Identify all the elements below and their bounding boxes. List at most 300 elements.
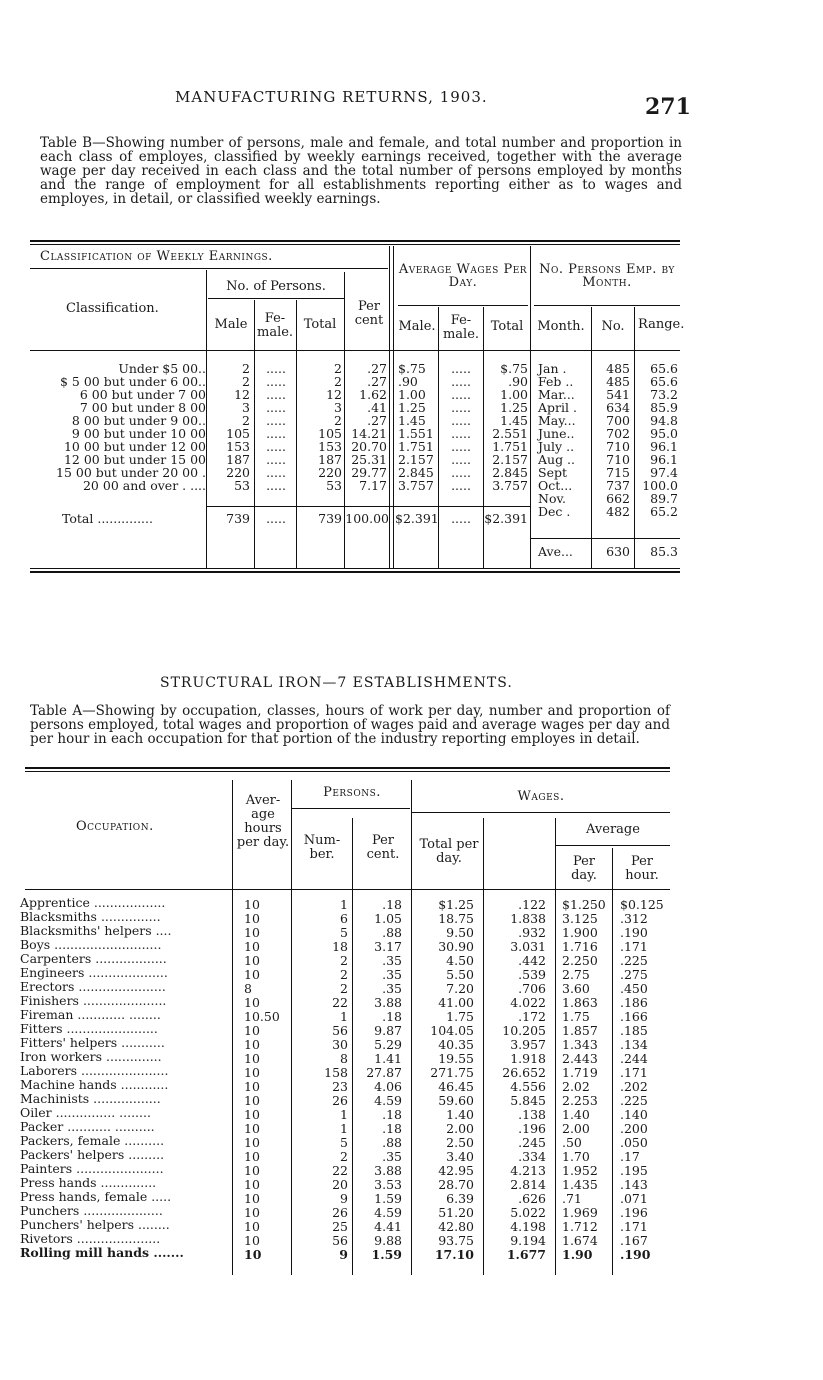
table-b-header-rule bbox=[30, 350, 680, 351]
table-b-avg-total-cell: 1.751 bbox=[492, 439, 528, 454]
table-b-percent-cell: .27 bbox=[367, 374, 387, 389]
table-a-total-wages-cell: 2.50 bbox=[446, 1135, 474, 1150]
table-b-male-cell: 53 bbox=[234, 478, 250, 493]
table-a-hours-cell: 10 bbox=[244, 1023, 260, 1038]
table-a-per-hour-cell: $0.125 bbox=[620, 897, 664, 912]
table-a-persons-pct-cell: 1.41 bbox=[374, 1051, 402, 1066]
table-a-occupation-cell: Erectors ...................... bbox=[20, 979, 166, 994]
table-a-persons-header: Persons. bbox=[323, 785, 381, 800]
table-a-total-wages-cell: 17.10 bbox=[434, 1247, 474, 1262]
table-a-per-day-cell: 1.719 bbox=[562, 1065, 598, 1080]
table-a-persons-pct-cell: .18 bbox=[382, 1121, 402, 1136]
table-a-vline bbox=[291, 780, 292, 1275]
table-a-per-hour-cell: .140 bbox=[620, 1107, 648, 1122]
table-b-month-cell: Oct... bbox=[538, 478, 573, 493]
table-b-avg-female-cell: ..... bbox=[451, 452, 471, 467]
table-a-hours-cell: 10 bbox=[244, 1093, 260, 1108]
table-a-wages-pct-cell: 1.677 bbox=[506, 1247, 546, 1262]
table-a-occupation-cell: Press hands, female ..... bbox=[20, 1189, 172, 1204]
table-a-wages-pct-cell: 4.198 bbox=[510, 1219, 546, 1234]
table-b-avg-male-cell: 1.45 bbox=[398, 413, 426, 428]
table-a-per-day-cell: 2.00 bbox=[562, 1121, 590, 1136]
table-b-classification-header: Classification. bbox=[66, 301, 159, 316]
table-b-month-cell: Sept bbox=[538, 465, 567, 480]
table-a-total-wages-cell: 28.70 bbox=[438, 1177, 474, 1192]
table-b-caption-text: Table B—Showing number of persons, male and female, and total number and proportion in each class of employes, classified by weekly earnings received, together with the average wage per day received in each class and the total number of persons employed by months and the range of employment for all establishments reporting either as to wages and employes, in detail, or classified weekly earnings. bbox=[40, 135, 682, 207]
table-a-per-hour-cell: .225 bbox=[620, 1093, 648, 1108]
table-b-bottom-rule bbox=[30, 568, 680, 569]
table-b-persons-emp-header: No. Persons Emp. by Month. bbox=[539, 262, 675, 290]
table-a-wages-pct-cell: 3.031 bbox=[510, 939, 546, 954]
table-b-vline bbox=[296, 300, 297, 568]
table-a-top-rule-inner bbox=[25, 771, 670, 772]
table-a-number-cell: 2 bbox=[340, 953, 348, 968]
table-b-classification-cell: 12 00 but under 15 00 bbox=[63, 452, 206, 467]
table-b-month-range-cell: 97.4 bbox=[650, 465, 678, 480]
table-a-hours-cell: 10 bbox=[244, 1079, 260, 1094]
table-b-male-cell: 2 bbox=[242, 361, 250, 376]
table-b-female-cell: ..... bbox=[266, 400, 286, 415]
table-a-wages-pct-cell: .539 bbox=[518, 967, 546, 982]
table-a-total-wages-cell: 271.75 bbox=[430, 1065, 474, 1080]
table-a-persons-pct-cell: .35 bbox=[382, 1149, 402, 1164]
table-a-per-day-cell: 2.443 bbox=[562, 1051, 598, 1066]
table-b-classification-cell: 10 00 but under 12 00 bbox=[63, 439, 206, 454]
table-a-vline bbox=[612, 848, 613, 1275]
table-b-female-cell: ..... bbox=[266, 439, 286, 454]
table-a-number-cell: 56 bbox=[332, 1023, 348, 1038]
table-b-female-cell: ..... bbox=[266, 413, 286, 428]
table-a-hours-cell: 10 bbox=[244, 897, 260, 912]
table-a-per-day-cell: .50 bbox=[562, 1135, 582, 1150]
table-b-avg-male-cell: 1.751 bbox=[398, 439, 434, 454]
table-b-month-no-cell: 700 bbox=[606, 413, 630, 428]
table-a-per-day-cell: 2.75 bbox=[562, 967, 590, 982]
table-a-top-rule bbox=[25, 767, 670, 769]
table-a-wages-pct-cell: 5.845 bbox=[510, 1093, 546, 1108]
table-a-wages-pct-cell: 26.652 bbox=[502, 1065, 546, 1080]
table-a-per-hour-column bbox=[620, 898, 670, 1262]
table-a-total-wages-column bbox=[412, 898, 474, 1262]
table-b-female-cell: ..... bbox=[266, 361, 286, 376]
table-b-male-cell: 12 bbox=[234, 387, 250, 402]
table-b-vline bbox=[530, 246, 531, 568]
table-a-per-hour-cell: .143 bbox=[620, 1177, 648, 1192]
table-b-bottom-rule-outer bbox=[30, 571, 680, 573]
table-b-month-range-cell: 85.9 bbox=[650, 400, 678, 415]
table-b-no-header: No. bbox=[601, 319, 625, 334]
table-a-hours-cell: 10 bbox=[244, 1135, 260, 1150]
table-b-avg-female-header: Fe-male. bbox=[442, 313, 480, 342]
table-a-per-hour-cell: .275 bbox=[620, 967, 648, 982]
table-a-per-day-cell: 3.60 bbox=[562, 981, 590, 996]
table-a-total-wages-cell: 42.95 bbox=[438, 1163, 474, 1178]
table-a-per-day-cell: 2.02 bbox=[562, 1079, 590, 1094]
table-b-no-persons-header: No. of Persons. bbox=[226, 279, 326, 294]
table-a-number-cell: 1 bbox=[340, 897, 348, 912]
table-a-number-cell: 18 bbox=[332, 939, 348, 954]
table-a-persons-pct-cell: 9.88 bbox=[374, 1233, 402, 1248]
table-b-percent-column bbox=[345, 362, 387, 492]
table-b-avg-wages-header: Average Wages Per Day. bbox=[398, 262, 528, 290]
table-b-total-avg-female: ..... bbox=[451, 511, 471, 526]
table-b-female-cell: ..... bbox=[266, 387, 286, 402]
table-a-occupation-cell: Press hands .............. bbox=[20, 1175, 157, 1190]
table-b-vline bbox=[254, 300, 255, 568]
table-a-header-rule bbox=[25, 889, 670, 890]
table-b-female-cell: ..... bbox=[266, 465, 286, 480]
table-b-avg-total-cell: $.75 bbox=[500, 361, 528, 376]
table-a-hours-cell: 10 bbox=[244, 1177, 260, 1192]
page-number: 271 bbox=[645, 94, 691, 120]
table-b-month-no-cell: 737 bbox=[606, 478, 630, 493]
table-a-occupation-cell: Oiler ............... ........ bbox=[20, 1105, 151, 1120]
table-a-total-wages-cell: 59.60 bbox=[438, 1093, 474, 1108]
table-b-total-label: Total .............. bbox=[62, 511, 153, 526]
table-b-total-cell: 2 bbox=[334, 413, 342, 428]
table-a-per-day-cell: 1.70 bbox=[562, 1149, 590, 1164]
table-b-total-cell: 3 bbox=[334, 400, 342, 415]
table-a-per-day-cell: 1.969 bbox=[562, 1205, 598, 1220]
table-b-avg-female-cell: ..... bbox=[451, 361, 471, 376]
table-a-occupation-cell: Fitters ....................... bbox=[20, 1021, 158, 1036]
table-a-per-hour-cell: .071 bbox=[620, 1191, 648, 1206]
table-a-occupation-cell: Punchers .................... bbox=[20, 1203, 163, 1218]
table-a-number-cell: 5 bbox=[340, 1135, 348, 1150]
table-b-total-rule bbox=[206, 506, 530, 507]
table-b-month-header: Month. bbox=[537, 319, 585, 334]
table-b-male-cell: 153 bbox=[226, 439, 250, 454]
table-b-classification-cell: 6 00 but under 7 00 bbox=[79, 387, 206, 402]
table-a-occupation-cell: Blacksmiths' helpers .... bbox=[20, 923, 172, 938]
table-a-occupation-cell: Laborers ...................... bbox=[20, 1063, 169, 1078]
table-b-month-cell: April . bbox=[538, 400, 577, 415]
table-b-total-cell: 105 bbox=[318, 426, 342, 441]
table-b-month-cell: Feb .. bbox=[538, 374, 574, 389]
table-a-average-header: Average bbox=[586, 822, 640, 837]
table-b-percent-cell: 20.70 bbox=[351, 439, 387, 454]
table-a-total-wages-cell: 104.05 bbox=[430, 1023, 474, 1038]
table-b-vline bbox=[438, 307, 439, 568]
table-a-vline bbox=[232, 780, 233, 1275]
table-a-caption bbox=[30, 704, 670, 746]
table-a-per-hour-cell: .244 bbox=[620, 1051, 648, 1066]
table-b-female-cell: ..... bbox=[266, 426, 286, 441]
table-b-month-cell: May... bbox=[538, 413, 576, 428]
table-a-total-wages-cell: 6.39 bbox=[446, 1191, 474, 1206]
table-b-female-cell: ..... bbox=[266, 478, 286, 493]
table-a-hline bbox=[412, 812, 670, 813]
table-b-percent-header: Per cent bbox=[354, 299, 384, 328]
table-a-per-day-cell: 1.674 bbox=[562, 1233, 598, 1248]
table-a-occupation-cell: Apprentice .................. bbox=[20, 895, 166, 910]
table-a-occupation-cell: Boys ........................... bbox=[20, 937, 162, 952]
table-a-number-column bbox=[294, 898, 348, 1262]
table-a-number-cell: 1 bbox=[340, 1121, 348, 1136]
table-a-persons-pct-cell: .18 bbox=[382, 1107, 402, 1122]
table-b-total-total: 739 bbox=[318, 511, 342, 526]
table-b-avg-male-cell: 2.845 bbox=[398, 465, 434, 480]
table-a-per-hour-cell: .190 bbox=[620, 1247, 651, 1262]
table-b-classification-cell: $ 5 00 but under 6 00.. bbox=[59, 374, 206, 389]
table-b-month-range-cell: 89.7 bbox=[650, 491, 678, 506]
table-a-persons-pct-cell: .88 bbox=[382, 925, 402, 940]
section-title: STRUCTURAL IRON—7 ESTABLISHMENTS. bbox=[160, 675, 513, 691]
table-a-persons-pct-cell: 3.53 bbox=[374, 1177, 402, 1192]
table-a-number-cell: 22 bbox=[332, 1163, 348, 1178]
table-a-hline bbox=[556, 845, 670, 846]
table-a-avg-hours-header: Aver-age hours per day. bbox=[236, 793, 290, 850]
table-a-occupation-cell: Blacksmiths ............... bbox=[20, 909, 161, 924]
table-a-occupation-cell: Packer ........... .......... bbox=[20, 1119, 155, 1134]
table-b-month-no-cell: 541 bbox=[606, 387, 630, 402]
table-a-hours-cell: 10 bbox=[244, 1191, 260, 1206]
table-a-hours-cell: 10 bbox=[244, 1051, 260, 1066]
table-a-caption-text: Table A—Showing by occupation, classes, hours of work per day, number and proportion of persons employed, total wages and proportion of wages paid and average wages per day and per hour in each occupation for that portion of the industry reporting employes in detail. bbox=[30, 703, 670, 747]
table-b-avg-male-cell: .90 bbox=[398, 374, 418, 389]
table-a-wages-pct-cell: 1.838 bbox=[510, 911, 546, 926]
table-b-avg-female-cell: ..... bbox=[451, 478, 471, 493]
table-a-wages-pct-cell: .932 bbox=[518, 925, 546, 940]
table-b-avg-female-cell: ..... bbox=[451, 439, 471, 454]
table-b-month-no-cell: 482 bbox=[606, 504, 630, 519]
table-a-wages-pct-cell: 2.814 bbox=[510, 1177, 546, 1192]
table-a-number-cell: 23 bbox=[332, 1079, 348, 1094]
table-b-avg-total-cell: 2.551 bbox=[492, 426, 528, 441]
table-a-occupation-header bbox=[76, 820, 154, 834]
table-b-avg-total-column bbox=[484, 362, 528, 492]
table-a-per-day-cell: 2.253 bbox=[562, 1093, 598, 1108]
table-b-month-range-cell: 73.2 bbox=[650, 387, 678, 402]
table-a-wages-pct-cell: .172 bbox=[518, 1009, 546, 1024]
table-b-avg-female-cell: ..... bbox=[451, 387, 471, 402]
table-a-total-wages-cell: 18.75 bbox=[438, 911, 474, 926]
table-a-hours-cell: 10 bbox=[244, 1219, 260, 1234]
table-a-per-hour-cell: .450 bbox=[620, 981, 648, 996]
table-a-number-cell: 8 bbox=[340, 1051, 348, 1066]
table-b-month-range-column bbox=[636, 362, 678, 518]
table-b-month-no-cell: 702 bbox=[606, 426, 630, 441]
table-a-hours-cell: 10 bbox=[244, 953, 260, 968]
table-a-hours-cell: 10 bbox=[244, 1247, 262, 1262]
table-a-per-day-cell: 1.952 bbox=[562, 1163, 598, 1178]
table-a-occupation-column bbox=[20, 896, 230, 1260]
table-a-hours-column bbox=[244, 898, 288, 1262]
table-b-vline bbox=[389, 246, 390, 568]
table-a-total-wages-cell: 4.50 bbox=[446, 953, 474, 968]
table-b-total-cell: 12 bbox=[326, 387, 342, 402]
table-a-number-cell: 5 bbox=[340, 925, 348, 940]
table-b-classification-cell: Under $5 00.. bbox=[118, 361, 206, 376]
table-a-per-hour-cell: .196 bbox=[620, 1205, 648, 1220]
table-a-persons-pct-cell: 1.05 bbox=[374, 911, 402, 926]
table-b-avg-total-cell: 1.45 bbox=[500, 413, 528, 428]
table-b-avg-female-cell: ..... bbox=[451, 413, 471, 428]
table-a-occupation-cell: Painters ...................... bbox=[20, 1161, 164, 1176]
table-a-per-day-cell: 1.712 bbox=[562, 1219, 598, 1234]
table-b-male-cell: 187 bbox=[226, 452, 250, 467]
table-a-persons-pct-cell: 3.88 bbox=[374, 995, 402, 1010]
table-a-number-cell: 25 bbox=[332, 1219, 348, 1234]
table-a-per-hour-cell: .225 bbox=[620, 953, 648, 968]
table-a-hours-cell: 10.50 bbox=[244, 1009, 280, 1024]
table-a-per-hour-cell: .17 bbox=[620, 1149, 640, 1164]
table-b-avg-total-cell: 2.845 bbox=[492, 465, 528, 480]
table-b-group-classification: Classification of Weekly Earnings. bbox=[40, 249, 273, 264]
table-a-per-hour-cell: .186 bbox=[620, 995, 648, 1010]
table-a-wages-pct-cell: 9.194 bbox=[510, 1233, 546, 1248]
table-a-number-cell: 1 bbox=[340, 1107, 348, 1122]
table-b-hline bbox=[208, 298, 344, 299]
table-a-per-day-cell: 2.250 bbox=[562, 953, 598, 968]
table-b-classification-column bbox=[24, 362, 206, 492]
table-a-total-wages-cell: 7.20 bbox=[446, 981, 474, 996]
table-a-per-day-cell: 1.863 bbox=[562, 995, 598, 1010]
table-a-number-cell: 9 bbox=[340, 1191, 348, 1206]
table-a-per-hour-cell: .195 bbox=[620, 1163, 648, 1178]
table-a-wages-pct-cell: 4.022 bbox=[510, 995, 546, 1010]
table-a-wages-pct-cell: .334 bbox=[518, 1149, 546, 1164]
table-a-wages-pct-cell: 10.205 bbox=[502, 1023, 546, 1038]
table-b-total-cell: 2 bbox=[334, 374, 342, 389]
table-b-avg-male-cell: 2.157 bbox=[398, 452, 434, 467]
table-b-male-header: Male bbox=[214, 317, 248, 332]
table-a-persons-pct-cell: 5.29 bbox=[374, 1037, 402, 1052]
table-b-month-cell: June.. bbox=[538, 426, 575, 441]
table-b-avg-male-cell: $.75 bbox=[398, 361, 426, 376]
table-a-hours-cell: 10 bbox=[244, 1233, 260, 1248]
table-b-month-no-cell: 710 bbox=[606, 452, 630, 467]
table-b-month-range-cell: 96.1 bbox=[650, 439, 678, 454]
table-a-per-day-cell: 1.75 bbox=[562, 1009, 590, 1024]
table-a-wages-pct-cell: .138 bbox=[518, 1107, 546, 1122]
table-b-classification-cell: 20 00 and over . .... bbox=[82, 478, 206, 493]
table-a-wages-pct-column bbox=[484, 898, 546, 1262]
table-a-wages-pct-cell: 4.556 bbox=[510, 1079, 546, 1094]
table-a-per-day-cell: 1.40 bbox=[562, 1107, 590, 1122]
table-a-number-cell: 6 bbox=[340, 911, 348, 926]
table-a-persons-pct-cell: .18 bbox=[382, 897, 402, 912]
table-a-wages-pct-cell: 5.022 bbox=[510, 1205, 546, 1220]
table-a-total-wages-cell: 41.00 bbox=[438, 995, 474, 1010]
table-b-top-rule-inner bbox=[30, 244, 680, 245]
table-b-average-rule bbox=[530, 538, 680, 539]
table-a-wages-header: Wages. bbox=[517, 789, 565, 804]
table-a-hours-cell: 10 bbox=[244, 967, 260, 982]
table-b-avg-female-cell: ..... bbox=[451, 400, 471, 415]
table-a-per-hour-cell: .166 bbox=[620, 1009, 648, 1024]
table-b-total-avg-male: $2.391 bbox=[395, 511, 439, 526]
table-a-wages-pct-cell: 4.213 bbox=[510, 1163, 546, 1178]
table-a-wages-pct-cell: .626 bbox=[518, 1191, 546, 1206]
table-b-month-range-cell: 65.6 bbox=[650, 374, 678, 389]
table-a-wages-pct-cell: 3.957 bbox=[510, 1037, 546, 1052]
table-a-persons-pct-cell: 3.88 bbox=[374, 1163, 402, 1178]
table-a-per-day-cell: 1.435 bbox=[562, 1177, 598, 1192]
table-a-occupation-cell: Rolling mill hands ....... bbox=[20, 1245, 184, 1260]
table-b-total-column bbox=[298, 362, 342, 492]
table-a-number-cell: 158 bbox=[324, 1065, 348, 1080]
table-b-percent-cell: 14.21 bbox=[351, 426, 387, 441]
table-a-number-cell: 26 bbox=[332, 1205, 348, 1220]
table-b-month-no-cell: 485 bbox=[606, 374, 630, 389]
table-b-total-percent: 100.00 bbox=[345, 511, 389, 526]
table-a-occupation-cell: Engineers .................... bbox=[20, 965, 168, 980]
table-b-month-no-cell: 662 bbox=[606, 491, 630, 506]
table-b-caption bbox=[40, 136, 682, 206]
table-a-hours-cell: 10 bbox=[244, 1065, 260, 1080]
table-b-month-range-cell: 95.0 bbox=[650, 426, 678, 441]
table-b-month-cell: Dec . bbox=[538, 504, 571, 519]
table-a-hours-cell: 10 bbox=[244, 1121, 260, 1136]
table-a-persons-pct-cell: .35 bbox=[382, 967, 402, 982]
table-b-hline bbox=[398, 305, 528, 306]
table-b-month-no-cell: 485 bbox=[606, 361, 630, 376]
table-b-average-label: Ave... bbox=[538, 544, 573, 559]
table-a-hours-cell: 10 bbox=[244, 911, 260, 926]
table-a-total-wages-cell: $1.25 bbox=[438, 897, 474, 912]
table-b-classification-cell: 8 00 but under 9 00.. bbox=[71, 413, 206, 428]
table-b-month-no-cell: 634 bbox=[606, 400, 630, 415]
table-a-per-day-cell: .71 bbox=[562, 1191, 582, 1206]
table-a-total-wages-cell: 51.20 bbox=[438, 1205, 474, 1220]
table-b-avg-total-cell: 2.157 bbox=[492, 452, 528, 467]
table-a-persons-pct-cell: .35 bbox=[382, 981, 402, 996]
table-b-total-cell: 220 bbox=[318, 465, 342, 480]
table-b-female-cell: ..... bbox=[266, 452, 286, 467]
table-a-wages-pct-cell: .122 bbox=[518, 897, 546, 912]
table-a-hours-cell: 10 bbox=[244, 1163, 260, 1178]
table-a-per-day-cell: $1.250 bbox=[562, 897, 606, 912]
table-b-classification-cell: 7 00 but under 8 00 bbox=[79, 400, 206, 415]
table-a-vline bbox=[352, 818, 353, 1275]
table-b-range-header: Range. bbox=[638, 317, 685, 332]
table-b-vline bbox=[634, 307, 635, 568]
table-b-total-avg-total: $2.391 bbox=[484, 511, 528, 526]
table-a-occupation-cell: Punchers' helpers ........ bbox=[20, 1217, 170, 1232]
table-b-female-header: Fe-male. bbox=[257, 311, 294, 340]
table-a-number-cell: 20 bbox=[332, 1177, 348, 1192]
table-a-persons-pct-cell: 1.59 bbox=[371, 1247, 402, 1262]
table-b-total-cell: 53 bbox=[326, 478, 342, 493]
table-b-male-column bbox=[208, 362, 250, 492]
table-a-wages-pct-cell: .196 bbox=[518, 1121, 546, 1136]
table-b-month-no-cell: 715 bbox=[606, 465, 630, 480]
table-a-hours-cell: 10 bbox=[244, 925, 260, 940]
table-a-per-day-column bbox=[562, 898, 612, 1262]
table-b-month-no-column bbox=[594, 362, 630, 518]
table-a-occupation-cell: Machine hands ............ bbox=[20, 1077, 169, 1092]
table-b-percent-cell: 25.31 bbox=[351, 452, 387, 467]
table-a-total-wages-cell: 42.80 bbox=[438, 1219, 474, 1234]
table-b-avg-female-cell: ..... bbox=[451, 465, 471, 480]
table-a-per-day-header: Per day. bbox=[571, 854, 597, 883]
table-b-vline bbox=[393, 246, 394, 568]
table-a-occupation-cell: Fitters' helpers ........... bbox=[20, 1035, 165, 1050]
table-b-percent-cell: .41 bbox=[367, 400, 387, 415]
table-a-number-cell: 9 bbox=[339, 1247, 348, 1262]
table-a-per-hour-header: Per hour. bbox=[625, 854, 659, 883]
table-a-per-day-cell: 1.900 bbox=[562, 925, 598, 940]
table-a-persons-pct-cell: 4.06 bbox=[374, 1079, 402, 1094]
table-a-persons-pct-cell: 4.59 bbox=[374, 1093, 402, 1108]
table-a-occupation-cell: Rivetors ..................... bbox=[20, 1231, 161, 1246]
table-a-persons-pct-column bbox=[354, 898, 402, 1262]
table-a-total-wages-cell: 40.35 bbox=[438, 1037, 474, 1052]
table-a-total-wages-cell: 30.90 bbox=[438, 939, 474, 954]
table-b-month-range-cell: 100.0 bbox=[642, 478, 678, 493]
table-a-persons-pct-cell: .88 bbox=[382, 1135, 402, 1150]
